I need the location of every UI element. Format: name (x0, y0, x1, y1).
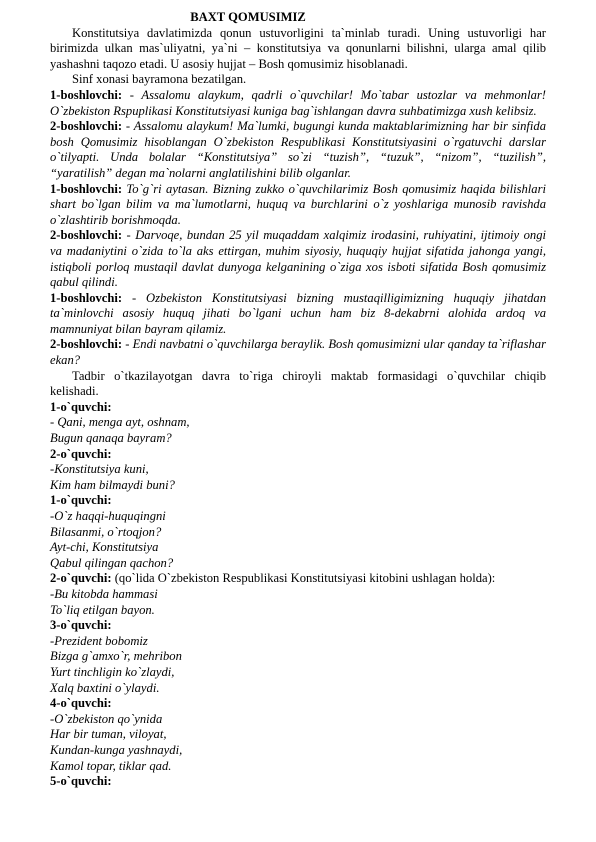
speech-text: - Endi navbatni o`quvchilarga beraylik. Bosh qomusimizni ular qanday ta`riflashar ekan? (50, 337, 546, 368)
verse-line: - Qani, menga ayt, oshnam, (50, 415, 190, 430)
verse-line: Yurt tinchligin ko`zlaydi, (50, 664, 175, 679)
student-label: 1-o`quvchi: (50, 493, 112, 508)
dialogue-section (50, 88, 546, 369)
dialogue-line (50, 119, 546, 181)
student-label: 5-o`quvchi: (50, 774, 112, 789)
speaker-label: 1-boshlovchi: (50, 290, 123, 305)
verse-line: -Bu kitobda hammasi (50, 586, 158, 601)
speech-text: - Assalomu alaykum, qadrli o`quvchilar! Mo`tabar ustozlar va mehmonlar! O`zbekiston Rspuplikasi Konstitutsiyasi kuniga bag`ishlangan davra suhbatimizga xush kelibsiz. (50, 87, 546, 118)
speech-text: - Ozbekiston Konstitutsiyasi bizning mustaqilligimizning huquqiy jihatdan ta`minlovchi asosiy huquq jihati bo`lgani uchun ham biz 8-dekabrni alohida ardoq va mamnuniyat bilan bayram qilamiz. (50, 290, 546, 336)
verse-line: -Konstitutsiya kuni, (50, 462, 149, 477)
student-label: 1-o`quvchi: (50, 399, 112, 414)
verse-line: Bizga g`amxo`r, mehribon (50, 649, 182, 664)
verse-line: -O`z haqqi-huquqingni (50, 509, 166, 523)
intro-paragraph: Konstitutsiya davlatimizda qonun ustuvorligini ta`minlab turadi. Uning ustuvorligi har birimizda ulkan mas`uliyatni, ya`ni – konstitutsiya va qonunlarni bilishni, ularga amal qilib yashashni taqozo etadi. U asosiy hujjat – Bosh qomusimiz hisoblanadi. (50, 25, 546, 71)
dialogue-line (50, 182, 546, 229)
verse-line: Kamol topar, tiklar qad. (50, 758, 172, 773)
verse-line: Bugun qanaqa bayram? (50, 431, 172, 446)
student-label: 3-o`quvchi: (50, 618, 112, 633)
speaker-label: 1-boshlovchi: (50, 181, 123, 196)
verse-speaker-line (50, 696, 546, 712)
speaker-label: 2-boshlovchi: (50, 337, 123, 352)
verse-speaker-line (50, 447, 546, 463)
speaker-label: 2-boshlovchi: (50, 228, 123, 243)
verse-line: Bilasanmi, o`rtoqjon? (50, 524, 162, 539)
narration: Tadbir o`tkazilayotgan davra to`riga chiroyli maktab formasidagi o`quvchilar chiqib kelishadi. (50, 368, 546, 399)
verse-line: Xalq baxtini o`ylaydi. (50, 680, 160, 695)
verse-speaker-line (50, 400, 546, 416)
student-label: 4-o`quvchi: (50, 696, 112, 711)
document-title: BAXT QOMUSIMIZ (190, 10, 306, 24)
verse-speaker-line (50, 618, 546, 634)
dialogue-line (50, 228, 546, 290)
verse-line: To`liq etilgan bayon. (50, 602, 155, 617)
verse-speaker-line (50, 493, 546, 509)
document-page (50, 10, 546, 790)
verse-line: -O`zbekiston qo`ynida (50, 711, 163, 726)
speech-text: - Darvoqe, bundan 25 yil muqaddam xalqimiz irodasini, ruhiyatini, ijtimoiy ongi va madaniytini o`zida to`la aks ettirgan, muhim siyosiy, huquqiy hujjat sifatida jahonga yangi, istiqboli porloq mustaqil davlat dunyoga kelganining o`ziga xos isboti sifatida Bosh qomusimiz qabul qilindi. (50, 228, 546, 290)
dialogue-line (50, 291, 546, 338)
speaker-label: 1-boshlovchi: (50, 87, 123, 102)
verse-speaker-line (50, 774, 546, 790)
speech-text: - Assalomu alaykum! Ma`lumki, bugungi kunda maktablarimizning har bir sinfida bosh Qomusimiz hisoblangan O`zbekiston Respublikasi Konstitutsiyasini o`rgatuvchi darslar o`tilyapti. Unda bolalar “Konstitutsiya” so`zi “tuzish”, “tuzuk”, “nizom”, “tuzilish”, “yaratilish” degan ma`nolarni anglatilishini bilib olganlar. (50, 119, 546, 180)
verse-line: Qabul qilingan qachon? (50, 555, 174, 570)
stage-direction: (qo`lida O`zbekiston Respublikasi Konstitutsiyasi kitobini ushlagan holda): (111, 571, 496, 586)
student-label: 2-o`quvchi: (50, 446, 112, 461)
verse-line: Kim ham bilmaydi buni? (50, 477, 175, 492)
verse-line: -Prezident bobomiz (50, 633, 148, 648)
dialogue-line (50, 88, 546, 119)
speaker-label: 2-boshlovchi: (50, 119, 123, 134)
verse-speaker-line (50, 571, 546, 587)
speech-text: To`g`ri aytasan. Bizning zukko o`quvchilarimiz Bosh qomusimiz haqida bilishlari shart bo`lgan bilim va ma`lumotlarni, huquq va burchlarini o`z yoshlariga munosib ravishda o`zlashtirib borishmoqda. (50, 181, 546, 227)
verse-line: Kundan-kunga yashnaydi, (50, 742, 183, 757)
verses-section (50, 400, 546, 790)
student-label: 2-o`quvchi: (50, 571, 112, 586)
stage-note: Sinf xonasi bayramona bezatilgan. (72, 72, 247, 87)
verse-line: Har bir tuman, viloyat, (50, 727, 167, 742)
dialogue-line (50, 337, 546, 368)
verse-line: Ayt-chi, Konstitutsiya (50, 540, 159, 555)
